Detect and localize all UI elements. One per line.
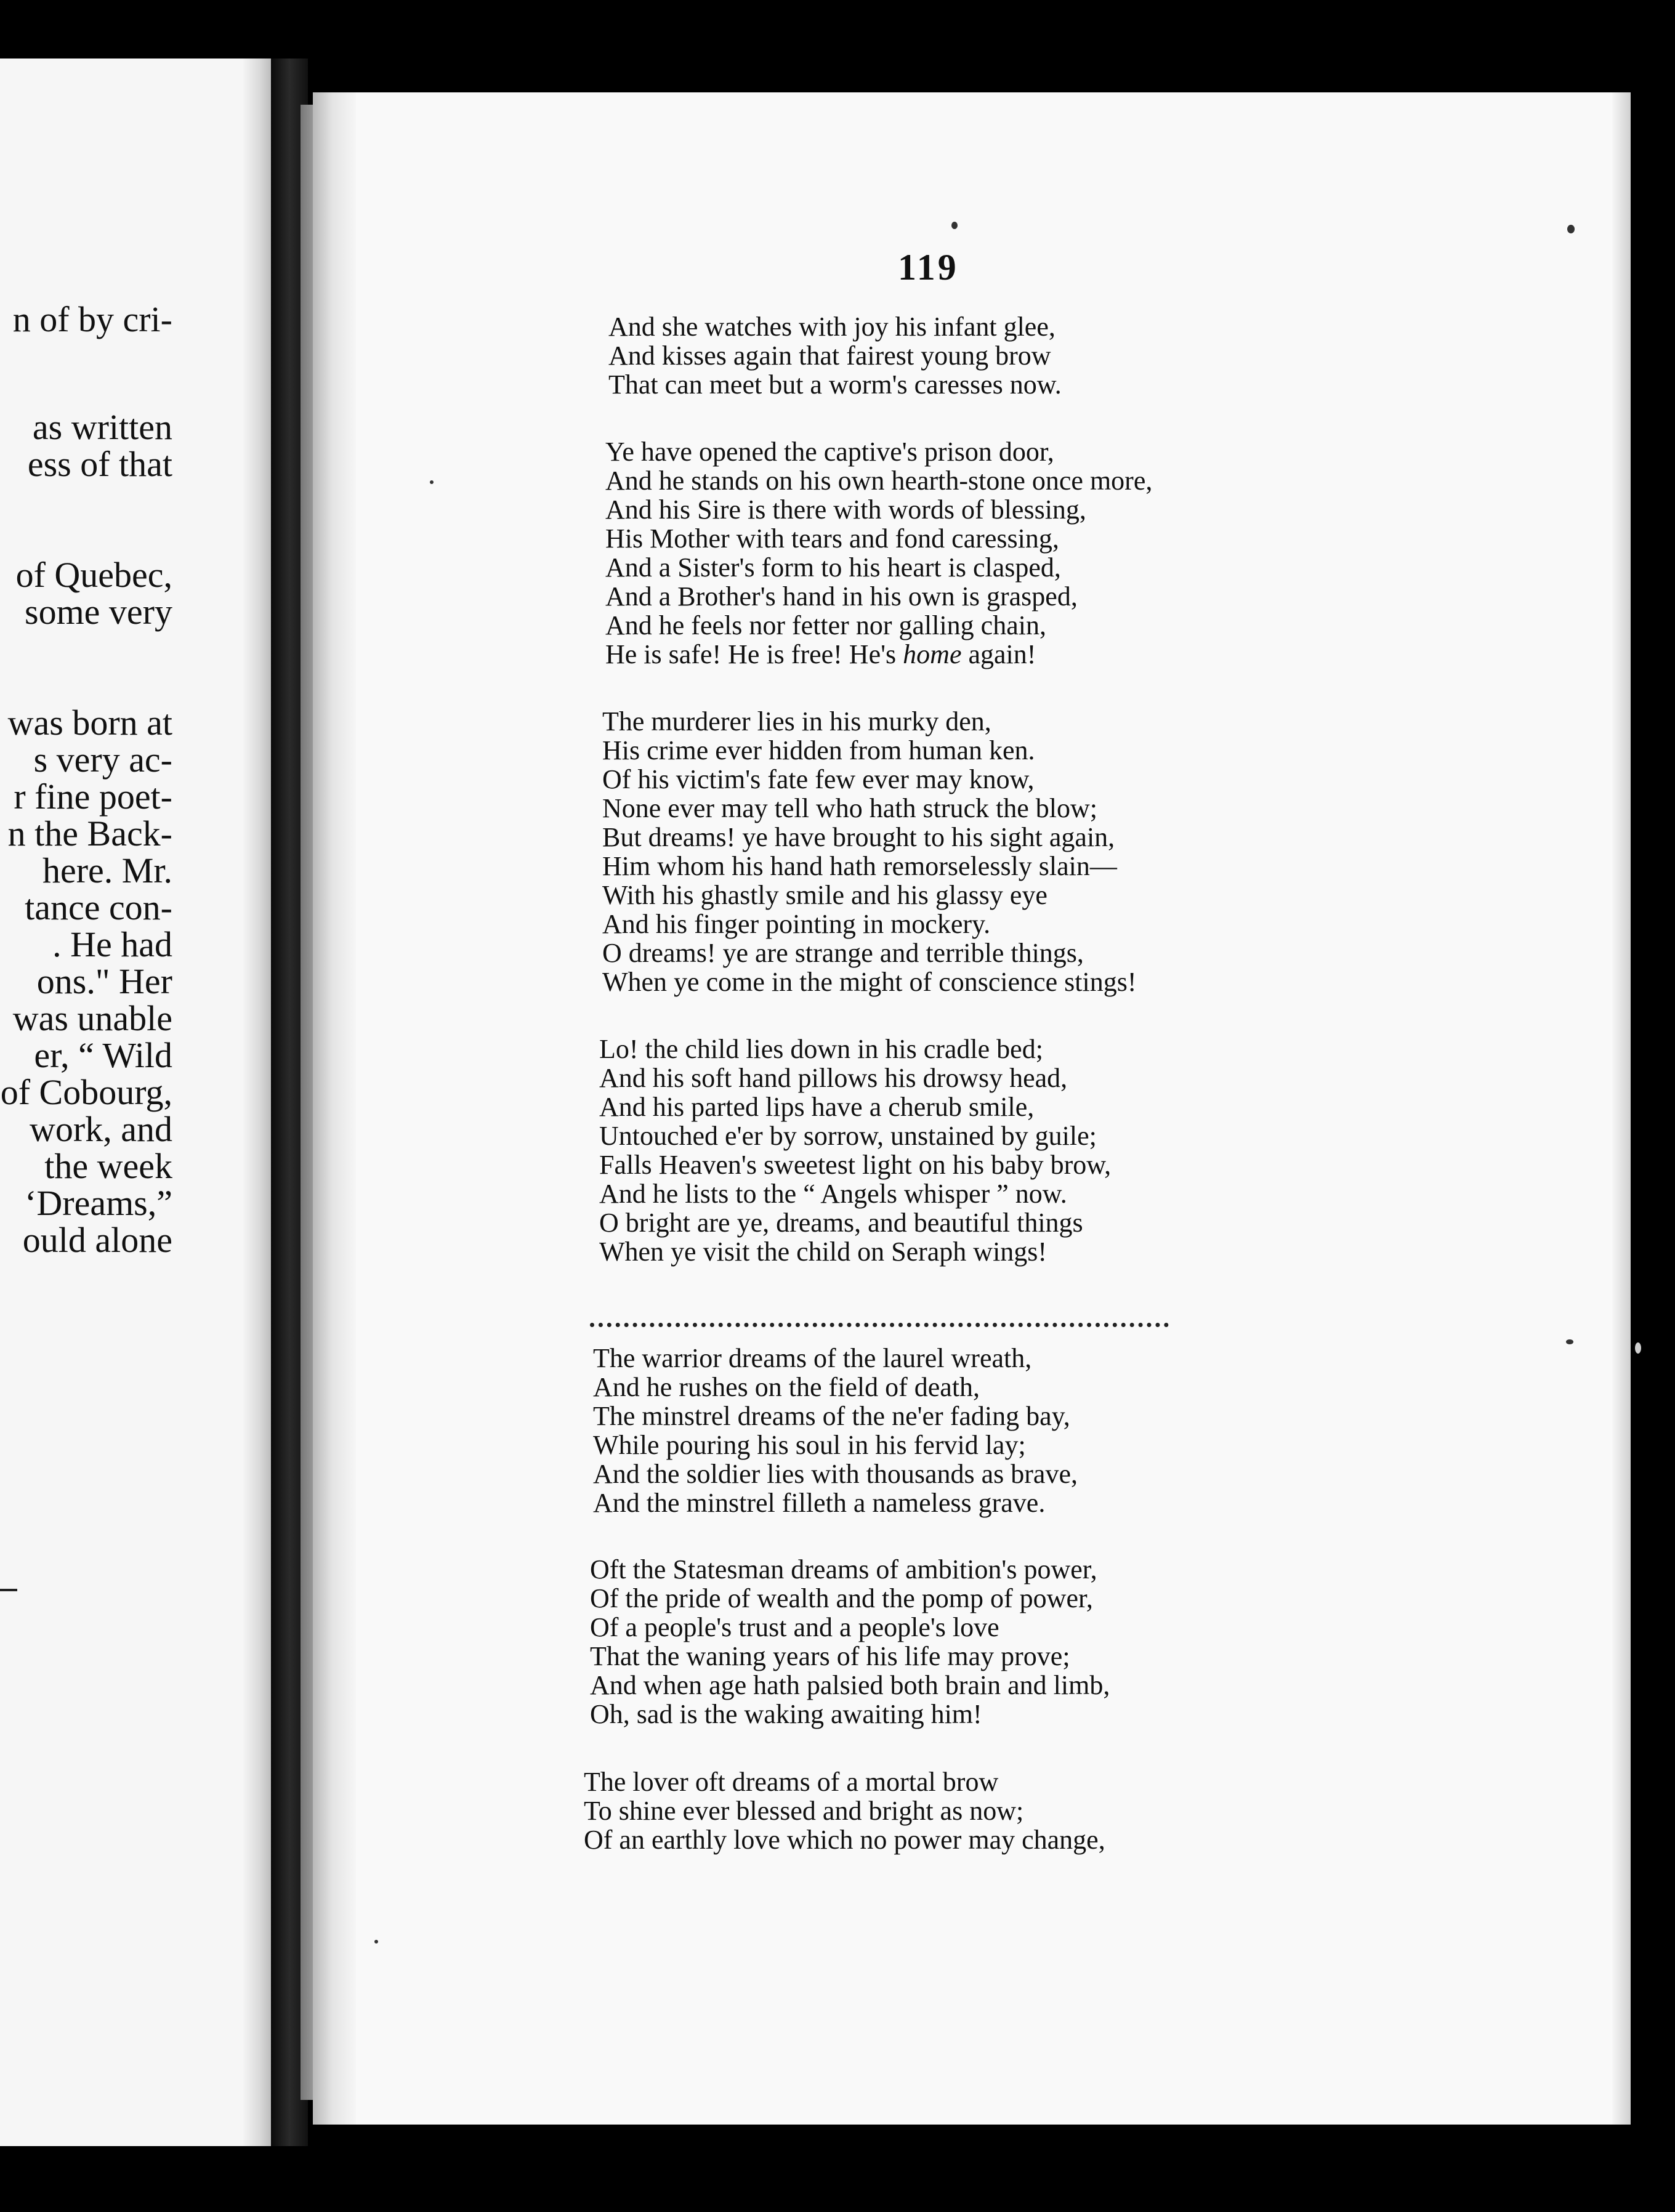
poem-line: And the soldier lies with thousands as brave, [593, 1459, 1078, 1489]
poem-line: The warrior dreams of the laurel wreath, [593, 1343, 1032, 1373]
poem-line: And he lists to the “ Angels whisper ” now. [599, 1179, 1067, 1209]
poem-line: Him whom his hand hath remorselessly slain— [602, 851, 1117, 881]
scan-speck [1635, 1342, 1641, 1354]
left-line: s very ac- [33, 740, 172, 780]
poem-line: His Mother with tears and fond caressing, [605, 523, 1059, 554]
poem-line: The murderer lies in his murky den, [602, 706, 991, 737]
poem-line: O bright are ye, dreams, and beautiful things [599, 1208, 1083, 1238]
poem-line: Falls Heaven's sweetest light on his baby brow, [599, 1150, 1112, 1180]
scan-speck [1567, 225, 1575, 233]
left-line: some very [25, 592, 172, 632]
left-line: r fine poet- [14, 777, 172, 817]
poem-line: The lover oft dreams of a mortal brow [584, 1767, 999, 1797]
poem-line: Oh, sad is the waking awaiting him! [590, 1699, 982, 1729]
left-line: n of by cri- [12, 299, 172, 339]
left-line: was born at [7, 703, 172, 743]
poem-line: The minstrel dreams of the ne'er fading bay, [593, 1401, 1070, 1431]
poem-line: Of the pride of wealth and the pomp of power, [590, 1583, 1093, 1613]
poem-line-end: again! [961, 639, 1036, 669]
poem-line: And a Brother's hand in his own is grasped, [605, 581, 1078, 612]
poem-line: And his soft hand pillows his drowsy head, [599, 1063, 1068, 1093]
poem-line: Oft the Statesman dreams of ambition's power, [590, 1554, 1097, 1584]
poem-stanza [605, 437, 1152, 669]
right-page-edge-shadow [1612, 92, 1631, 2125]
left-page-rule [0, 1589, 17, 1591]
poem-line: And he stands on his own hearth-stone once more, [605, 466, 1153, 496]
left-line: tance con- [25, 887, 172, 927]
poem-line: His crime ever hidden from human ken. [602, 735, 1035, 765]
poem-line: O dreams! ye are strange and terrible things, [602, 938, 1084, 968]
left-line: ould alone [22, 1220, 172, 1260]
poem-stanza [590, 1555, 1110, 1729]
poem-line: To shine ever blessed and bright as now; [584, 1796, 1024, 1826]
right-page-gutter [313, 92, 356, 2125]
poem-line: And his parted lips have a cherub smile, [599, 1092, 1035, 1122]
left-line: ‘Dreams,” [25, 1183, 172, 1223]
scan-speck [374, 1940, 378, 1944]
poem-line: But dreams! ye have brought to his sight again, [602, 822, 1115, 852]
left-line: ons." Her [36, 961, 172, 1001]
page-number: 119 [898, 247, 959, 288]
poem-line: Of his victim's fate few ever may know, [602, 764, 1035, 794]
poem-italic-word: home [903, 639, 962, 669]
poem-line: And his finger pointing in mockery. [602, 909, 991, 939]
left-line: of Cobourg, [0, 1072, 172, 1112]
left-page-gutter [243, 59, 271, 2146]
left-line: was unable [12, 998, 172, 1038]
poem-line: And kisses again that fairest young brow [608, 341, 1051, 371]
left-line: the week [44, 1146, 172, 1186]
poem-stanza [593, 1344, 1078, 1517]
scan-speck [1566, 1339, 1573, 1344]
poem-line: With his ghastly smile and his glassy eye [602, 880, 1047, 910]
poem-line: And his Sire is there with words of blessing, [605, 494, 1086, 525]
left-line: ess of that [27, 444, 172, 484]
poem-line: None ever may tell who hath struck the blow; [602, 793, 1098, 823]
left-line: er, “ Wild [34, 1035, 172, 1075]
poem-line: While pouring his soul in his fervid lay; [593, 1430, 1026, 1460]
poem-line: Untouched e'er by sorrow, unstained by guile; [599, 1121, 1097, 1151]
poem-line: Of an earthly love which no power may change, [584, 1825, 1105, 1855]
poem-line: And she watches with joy his infant glee, [608, 312, 1055, 342]
poem-line: Of a people's trust and a people's love [590, 1612, 999, 1642]
left-line: . He had [52, 924, 172, 964]
poem-line: And the minstrel filleth a nameless grave. [593, 1488, 1046, 1518]
poem-line-start: He is safe! He is free! He's [605, 639, 897, 669]
poem-line: And a Sister's form to his heart is clasped, [605, 552, 1061, 583]
page-edge-strip [301, 105, 314, 2100]
poem-stanza [584, 1767, 1105, 1854]
left-line: here. Mr. [42, 850, 172, 890]
right-page [313, 92, 1631, 2125]
poem-line: When ye come in the might of conscience stings! [602, 967, 1137, 997]
poem-line: Lo! the child lies down in his cradle bed; [599, 1034, 1043, 1064]
left-line: of Quebec, [15, 555, 172, 595]
poem-line: Ye have opened the captive's prison door, [605, 437, 1054, 467]
poem-stanza [599, 1035, 1111, 1266]
poem-stanza [608, 312, 1062, 399]
left-line: n the Back- [7, 813, 172, 854]
scan-speck [951, 222, 958, 229]
left-page-fragment [0, 59, 271, 2146]
poem-line: And when age hath palsied both brain and limb, [590, 1670, 1110, 1700]
left-line: work, and [30, 1109, 172, 1149]
poem-line: That can meet but a worm's caresses now. [608, 369, 1062, 400]
poem-line-with-italic [605, 640, 1152, 669]
poem-stanza [602, 707, 1137, 996]
poem-line: And he rushes on the field of death, [593, 1372, 980, 1402]
poem-line: And he feels nor fetter nor galling chain, [605, 610, 1046, 640]
left-line: as written [32, 407, 172, 447]
poem-line: That the waning years of his life may prove; [590, 1641, 1070, 1671]
dotted-separator [590, 1323, 1169, 1327]
poem-line: When ye visit the child on Seraph wings! [599, 1237, 1047, 1267]
scan-speck [430, 480, 434, 484]
